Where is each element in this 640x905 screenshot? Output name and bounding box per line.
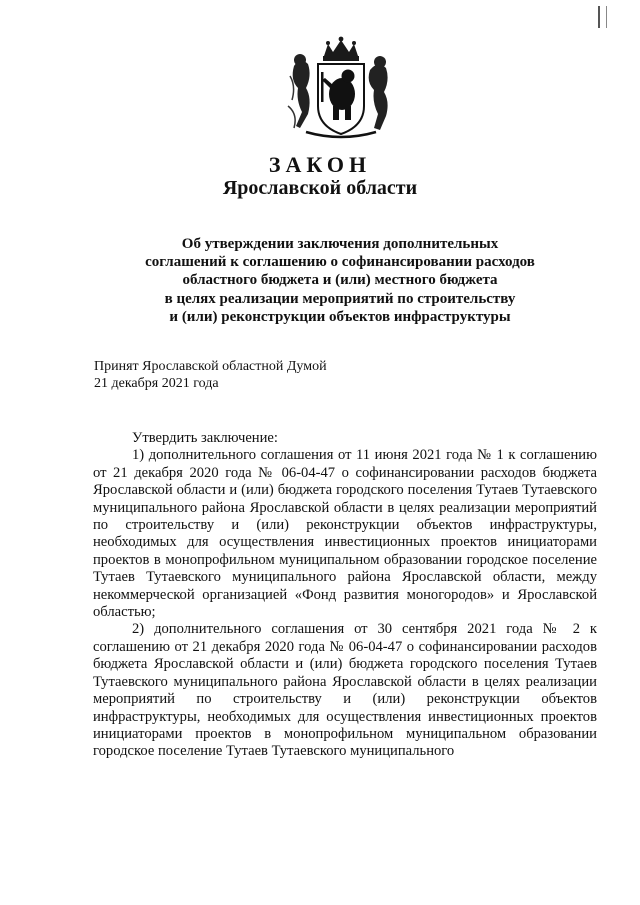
body-item-2: 2) дополнительного соглашения от 30 сентября 2021 года № 2 к соглашению от 21 декабря 2020 года № 06-04-47 о софинансировании расходов бюджета Ярославской области и (или) бюджета городского поселения Тутаев Тутаевского муниципального района Ярославской области в целях реализации мероприятий по строительству и (или) реконструкции объектов инфраструктуры, необходимых для осуществления инвестиционных проектов инициаторами проектов в монопрофильном муниципальном образовании городское поселение Тутаев Тутаевского муниципального xyxy=(93,621,597,760)
subject-line: Об утверждении заключения дополнительных xyxy=(181,236,499,252)
adoption-date: 21 декабря 2021 года xyxy=(94,376,219,391)
page-edge-mark xyxy=(598,6,607,28)
document-region-title: Ярославской области xyxy=(222,177,418,199)
subject-line: и (или) реконструкции объектов инфраструктуры xyxy=(169,308,511,325)
subject-line: областного бюджета и (или) местного бюджета xyxy=(182,272,498,289)
adoption-note xyxy=(94,358,327,392)
law-subject-heading xyxy=(120,235,560,326)
adoption-body: Принят Ярославской областной Думой xyxy=(94,359,327,374)
body-lead: Утвердить заключение: xyxy=(132,430,278,446)
subject-line: соглашений к соглашению о софинансировании расходов xyxy=(145,254,535,271)
body-item-1: 1) дополнительного соглашения от 11 июня 2021 года № 1 к соглашению от 21 декабря 2020 года № 06-04-47 о софинансировании расходов бюджета Ярославской области и (или) бюджета городского поселения Тутаев Тутаевского муниципального района Ярославской области в целях реализации мероприятий по строительству и (или) реконструкции объектов инфраструктуры, необходимых для осуществления инвестиционных проектов инициаторами проектов в монопрофильном муниципальном образовании городское поселение Тутаев Тутаевского муниципального района Ярославской области, между некоммерческой организацией «Фонд развития моногородов» и Ярославской областью; xyxy=(93,447,597,621)
coat-of-arms-icon xyxy=(286,36,396,140)
subject-line: в целях реализации мероприятий по строительству xyxy=(164,290,516,307)
document-type-title: ЗАКОН xyxy=(268,152,372,177)
law-body xyxy=(93,430,597,761)
